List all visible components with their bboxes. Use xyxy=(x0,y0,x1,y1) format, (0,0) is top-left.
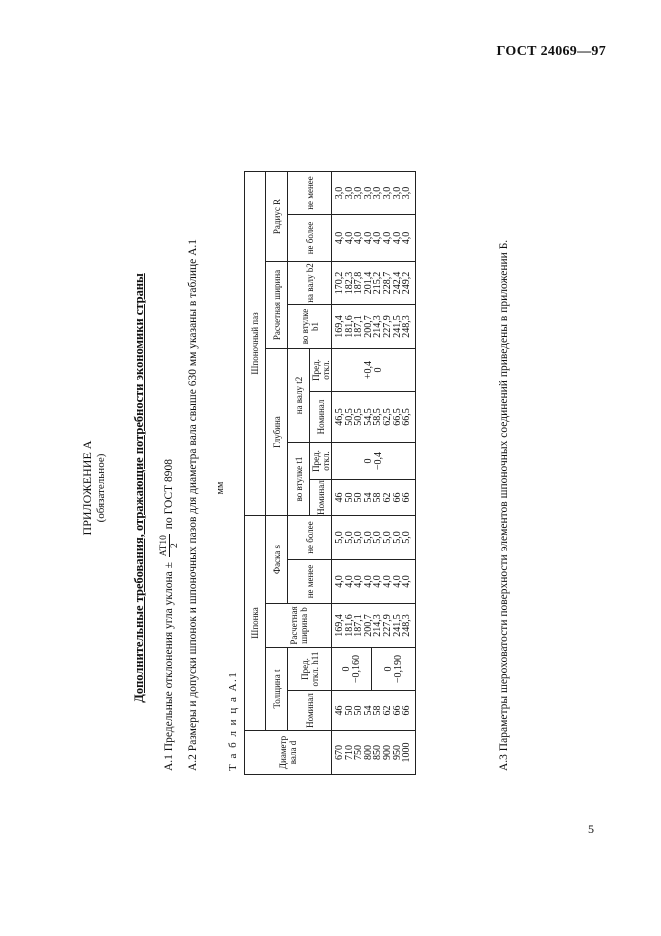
col-t-nominal: 46 50 50 54 58 62 66 66 xyxy=(332,691,416,731)
table-caption: Т а б л и ц а А.1 xyxy=(227,670,239,771)
header-thickness: Толщина t xyxy=(266,648,288,731)
header-shaft-diameter: Диаметр вала d xyxy=(245,731,332,775)
col-t-deviation-a: 0 −0,160 xyxy=(332,648,372,691)
header-r-max: не более xyxy=(288,215,332,262)
header-t1-deviation: Пред. откл. xyxy=(310,443,332,480)
fraction-numerator: AT10 xyxy=(159,535,169,557)
header-key: Шпонка xyxy=(245,516,266,731)
header-t2-nominal: Номинал xyxy=(310,392,332,443)
rotated-content xyxy=(80,93,580,883)
col-t2-nominal: 46,5 50,5 50,5 54,5 58,5 62,5 66,5 66,5 xyxy=(332,392,416,443)
appendix-status: (обязательное) xyxy=(95,453,107,523)
header-t-deviation: Пред. откл. h11 xyxy=(288,648,332,691)
col-r-max: 4,0 4,0 4,0 4,0 4,0 4,0 4,0 4,0 xyxy=(332,215,416,262)
col-b2: 170,2 182,3 187,8 201,4 215,2 228,7 242,4 249,2 xyxy=(332,262,416,305)
document-header: ГОСТ 24069—97 xyxy=(496,44,606,59)
header-r-min: не менее xyxy=(288,172,332,215)
header-t-nominal: Номинал xyxy=(288,691,332,731)
header-depth: Глубина xyxy=(266,349,288,516)
header-radius: Радиус R xyxy=(266,172,288,262)
fraction-denominator: 2 xyxy=(170,543,180,549)
col-s-max: 5,0 5,0 5,0 5,0 5,0 5,0 5,0 5,0 xyxy=(332,516,416,560)
tolerance-fraction xyxy=(159,534,180,557)
header-shaft-b2: на валу b2 xyxy=(288,262,332,305)
header-keyway: Шпоночный паз xyxy=(245,172,266,516)
header-hub-t1: во втулке t1 xyxy=(288,443,310,516)
units-label: мм xyxy=(215,481,226,495)
header-hub-b1: во втулке b1 xyxy=(288,305,332,349)
header-design-width-b: Расчетная ширина b xyxy=(266,604,332,648)
clause-a3: А.3 Параметры шероховатости поверхности элементов шпоночных соединений приведены в приложении Б. xyxy=(498,239,510,771)
header-t2-deviation: Пред. откл. xyxy=(310,349,332,392)
col-t1-nominal: 46 50 50 54 58 62 66 66 xyxy=(332,480,416,516)
col-t-deviation-b: 0 −0,190 xyxy=(372,648,416,691)
header-t1-nominal: Номинал xyxy=(310,480,332,516)
page-number: 5 xyxy=(588,822,594,836)
header-s-min: не менее xyxy=(288,560,332,604)
clause-a2: А.2 Размеры и допуски шпонок и шпоночных пазов для диаметра вала свыше 630 мм указаны в таблице А.1 xyxy=(187,238,199,771)
clause-a1-prefix: А.1 Предельные отклонения угла уклона ± xyxy=(163,562,176,771)
header-chamfer: Фаска s xyxy=(266,516,288,604)
col-b1: 169,4 181,6 187,1 200,7 214,3 227,9 241,5 248,3 xyxy=(332,305,416,349)
clause-a1-suffix: по ГОСТ 8908 xyxy=(163,459,176,530)
col-b: 169,4 181,6 187,1 200,7 214,3 227,9 241,5 248,3 xyxy=(332,604,416,648)
header-s-max: не более xyxy=(288,516,332,560)
header-design-width: Расчетная ширина xyxy=(266,262,288,349)
col-t1-deviation: 0 −0,4 xyxy=(332,443,416,480)
header-shaft-t2: на валу t2 xyxy=(288,349,310,443)
appendix-title: ПРИЛОЖЕНИЕ А xyxy=(80,440,94,536)
table-a1 xyxy=(244,171,416,775)
clause-a1 xyxy=(159,459,180,771)
col-s-min: 4,0 4,0 4,0 4,0 4,0 4,0 4,0 4,0 xyxy=(332,560,416,604)
col-diameter: 670 710 750 800 850 900 950 1000 xyxy=(332,731,416,775)
col-r-min: 3,0 3,0 3,0 3,0 3,0 3,0 3,0 3,0 xyxy=(332,172,416,215)
col-t2-deviation: +0,4 0 xyxy=(332,349,416,392)
section-title: Дополнительные требования, отражающие потребности экономики страны xyxy=(132,273,146,703)
